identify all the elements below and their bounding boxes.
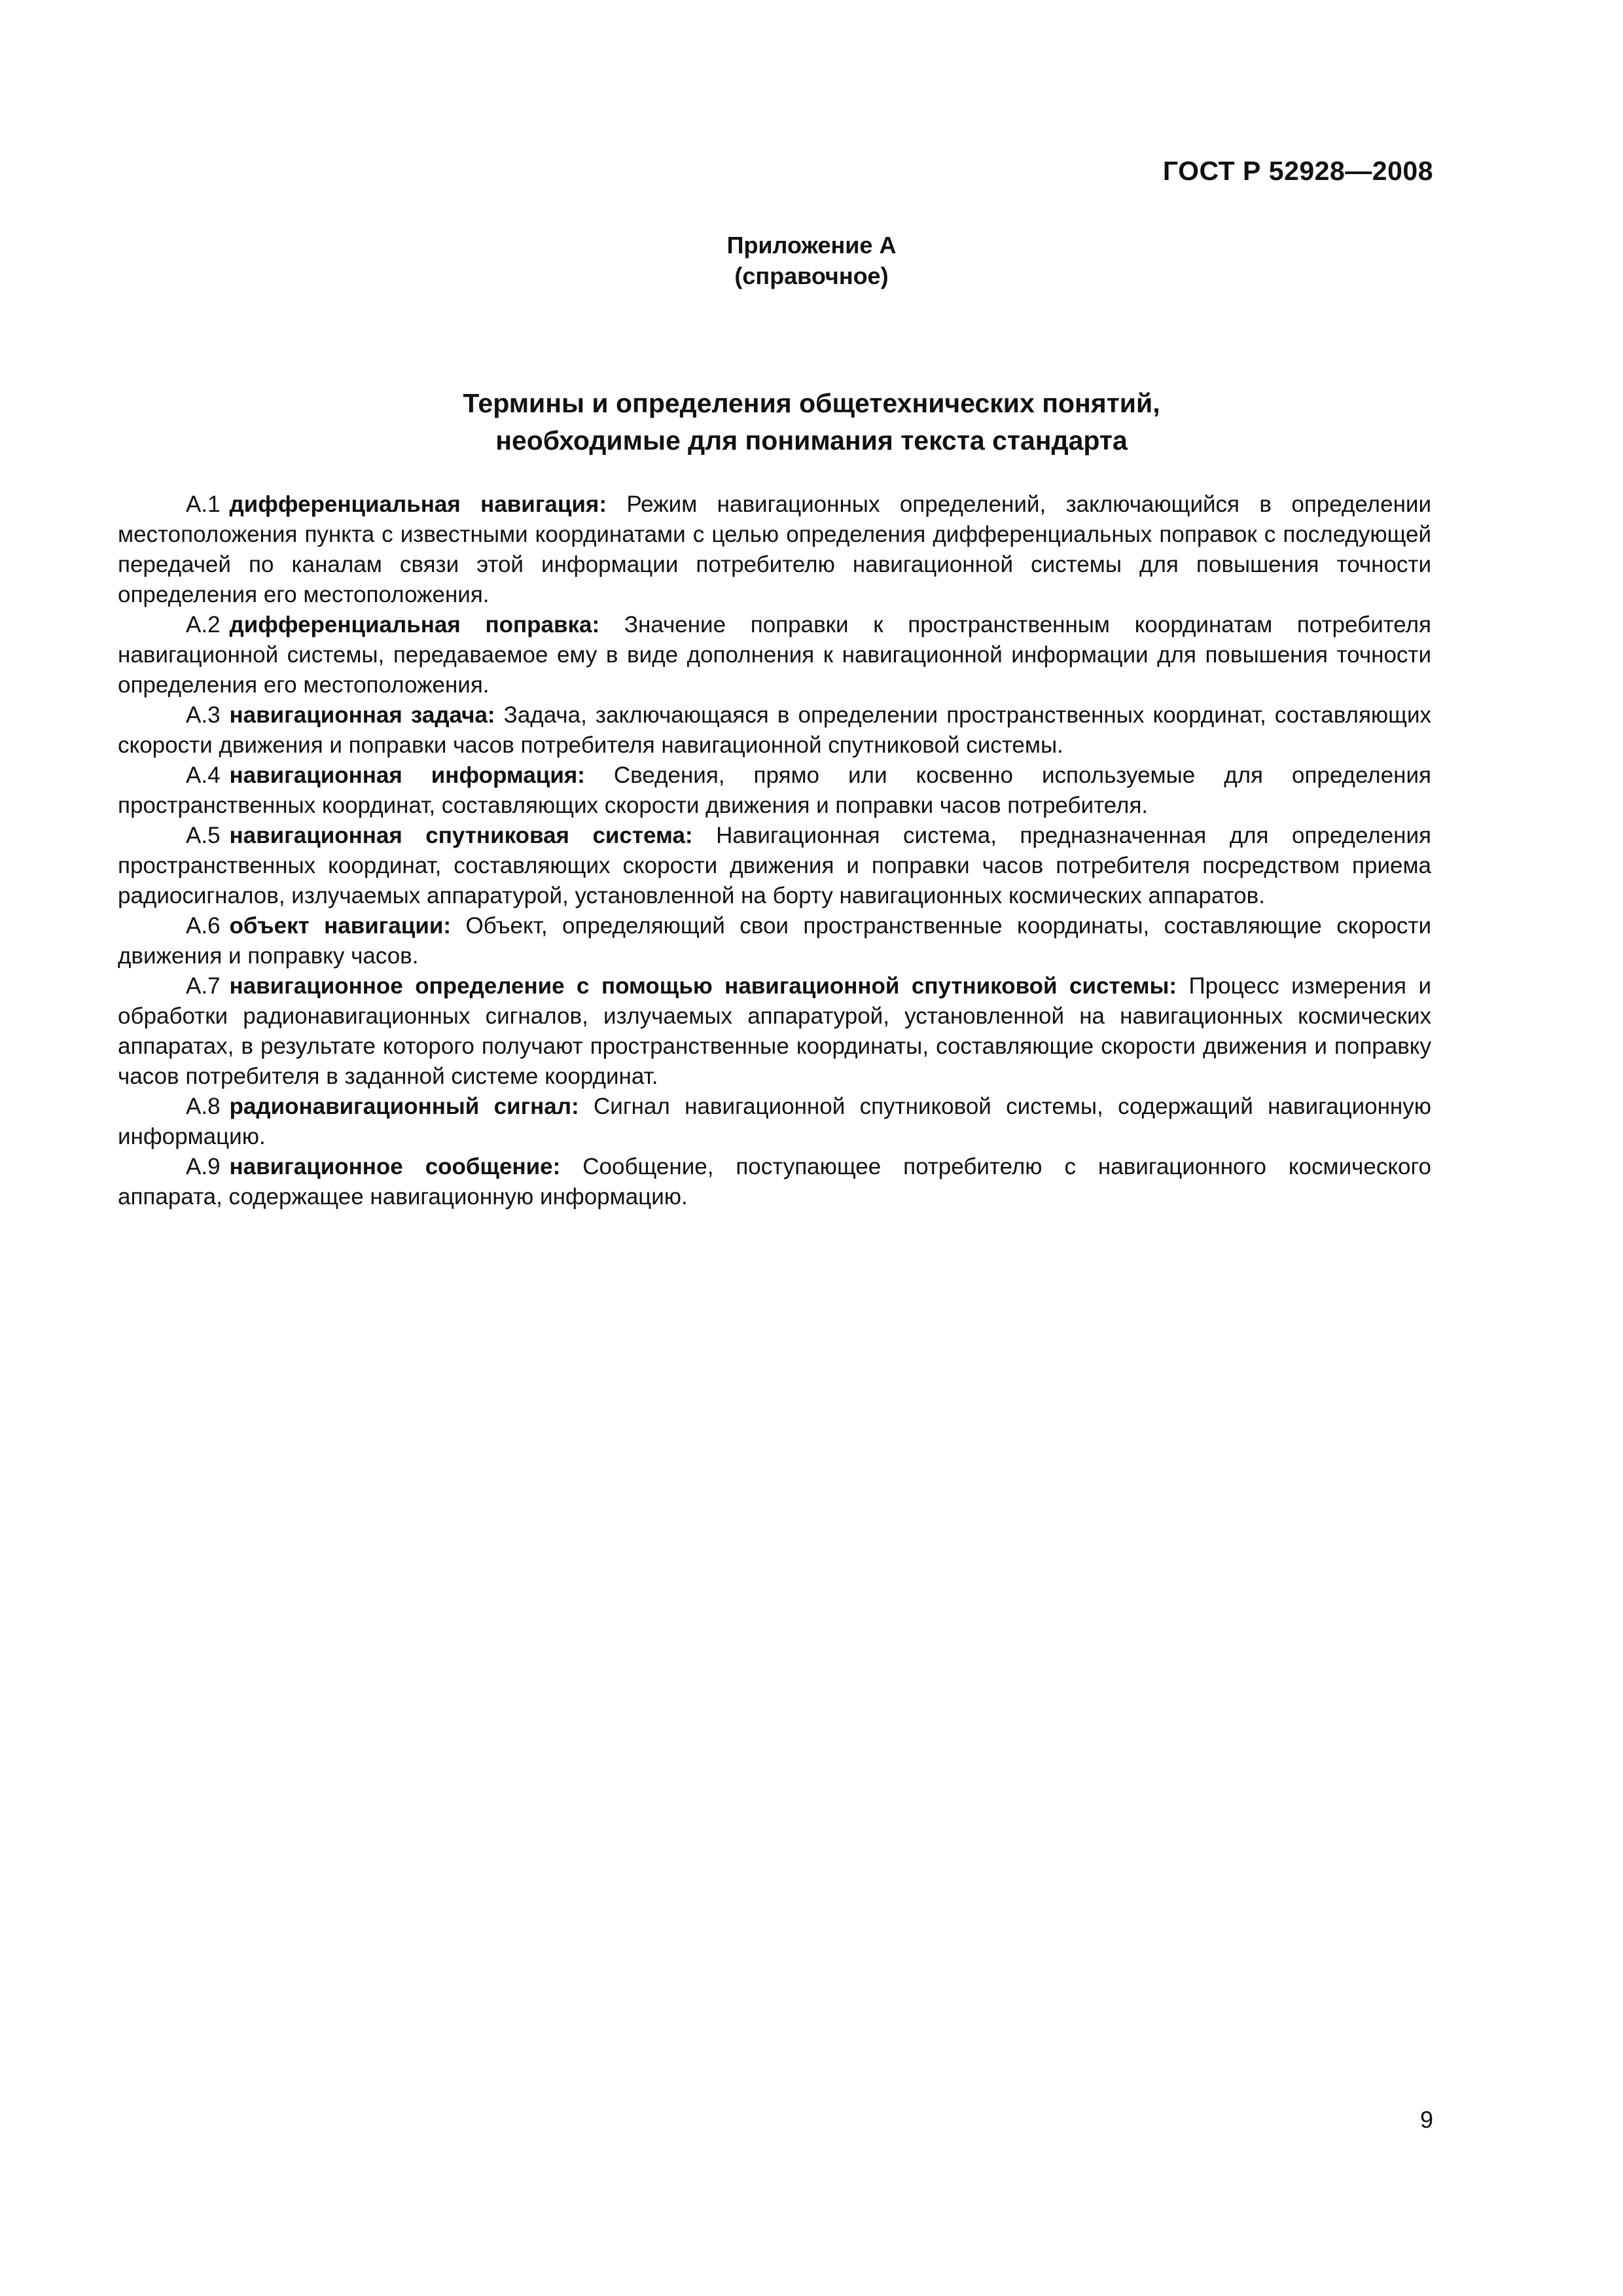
term-name: навигационная информация: (229, 762, 585, 788)
term-definition: Процесс измерения и обработки радионавигационных сигналов, излучаемых аппаратурой, установленной на навигационных космических аппаратах, в результате которого получают пространственные координаты, составляющие скорости движения и поправку часов потребителя в заданной системе координат. (118, 973, 1431, 1089)
term-name: навигационное сообщение: (229, 1154, 561, 1179)
term-name: навигационная задача: (229, 702, 495, 728)
term-a7 (118, 971, 1431, 1092)
section-title (0, 385, 1623, 459)
term-name: навигационная спутниковая система: (229, 823, 693, 848)
term-name: радионавигационный сигнал: (229, 1094, 579, 1119)
term-definition: Сигнал навигационной спутниковой системы, содержащий навигационную информацию. (118, 1094, 1432, 1149)
term-a8 (118, 1092, 1431, 1152)
term-definition: Задача, заключающаяся в определении пространственных координат, составляющих скорости движения и поправки часов потребителя навигационной спутниковой системы. (118, 702, 1431, 758)
term-number: А.9 (186, 1154, 221, 1179)
term-number: А.4 (186, 762, 221, 788)
terms-list (118, 490, 1431, 1212)
term-number: А.7 (186, 973, 221, 999)
term-number: А.1 (186, 492, 221, 517)
appendix-status: (справочное) (734, 262, 889, 289)
appendix-title: Приложение А (726, 232, 897, 259)
term-name: навигационное определение с помощью навигационной спутниковой системы: (229, 973, 1177, 999)
term-a4 (118, 761, 1431, 821)
term-definition: Навигационная система, предназначенная для определения пространственных координат, составляющих скорости движения и поправки часов потребителя посредством приема радиосигналов, излучаемых аппаратурой, установленной на борту навигационных космических аппаратов. (118, 823, 1431, 908)
term-a9 (118, 1152, 1431, 1212)
term-a1 (118, 490, 1431, 610)
term-name: дифференциальная навигация: (229, 492, 607, 517)
term-a6 (118, 911, 1431, 971)
term-definition: Объект, определяющий свои пространственные координаты, составляющие скорости движения и поправку часов. (118, 913, 1431, 969)
term-number: А.6 (186, 913, 221, 939)
section-title-line-1: Термины и определения общетехнических понятий, (463, 388, 1160, 418)
term-name: объект навигации: (229, 913, 452, 939)
appendix-heading (0, 230, 1623, 292)
term-number: А.5 (186, 823, 221, 848)
term-a2 (118, 610, 1431, 700)
page-number: 9 (1419, 2106, 1433, 2133)
document-code: ГОСТ Р 52928—2008 (1162, 156, 1433, 186)
term-definition: Сообщение, поступающее потребителю с навигационного космического аппарата, содержащее навигационную информацию. (118, 1154, 1431, 1210)
term-definition: Режим навигационных определений, заключающийся в определении местоположения пункта с известными координатами с целью определения дифференциальных поправок с последующей передачей по каналам связи этой информации потребителю навигационной системы для повышения точности определения его местоположения. (118, 492, 1432, 607)
term-a5 (118, 821, 1431, 911)
term-number: А.2 (186, 612, 221, 637)
term-number: А.8 (186, 1094, 221, 1119)
term-definition: Сведения, прямо или косвенно используемые для определения пространственных координат, составляющих скорости движения и поправки часов потребителя. (118, 762, 1432, 818)
section-title-line-2: необходимые для понимания текста стандарта (495, 425, 1128, 456)
term-number: А.3 (186, 702, 221, 728)
term-name: дифференциальная поправка: (229, 612, 600, 637)
term-definition: Значение поправки к пространственным координатам потребителя навигационной системы, передаваемое ему в виде дополнения к навигационной информации для повышения точности определения его местоположения. (118, 612, 1431, 698)
term-a3 (118, 700, 1431, 761)
